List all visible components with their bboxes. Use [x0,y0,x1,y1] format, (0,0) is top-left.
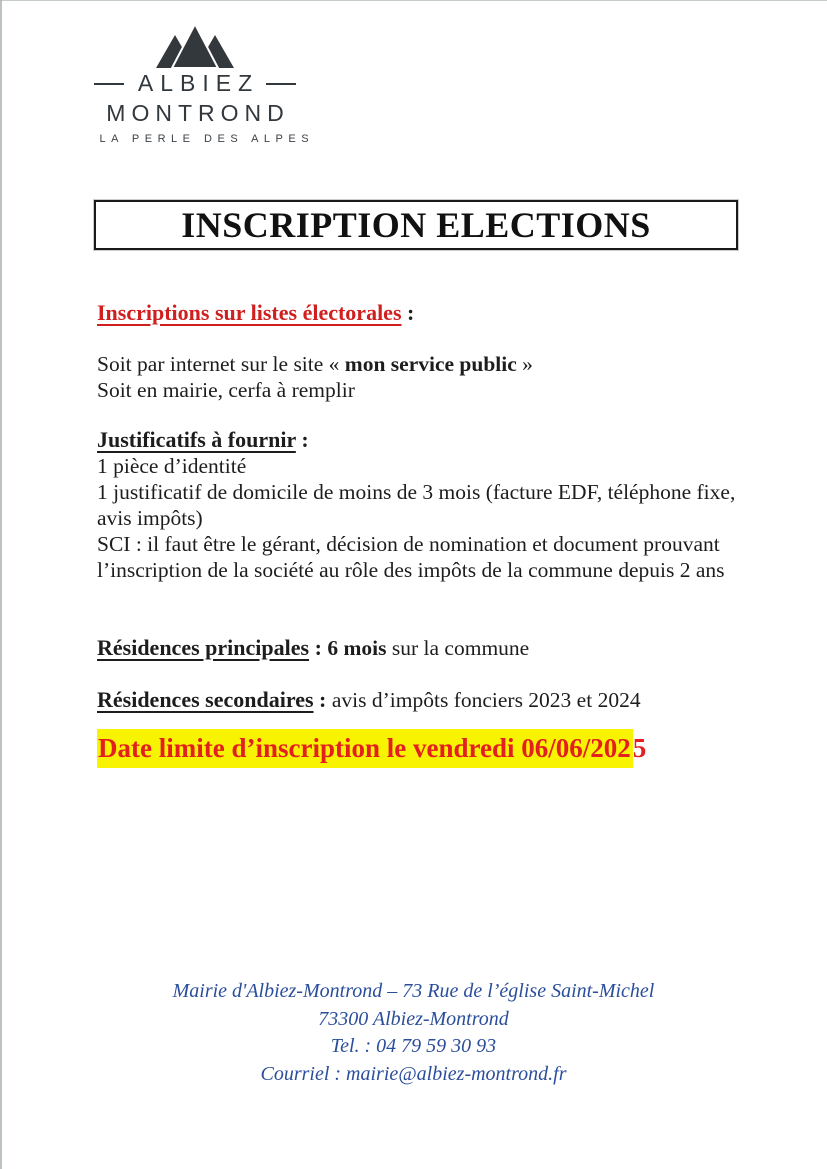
page-title: INSCRIPTION ELECTIONS [181,205,651,245]
electoral-line1-pre: Soit par internet sur le site « [97,352,345,376]
justificatifs-heading [97,427,757,453]
justificatif-item: 1 justificatif de domicile de moins de 3 mois (facture EDF, téléphone fixe, avis impôts) [97,480,736,530]
logo-dash-right [266,83,296,85]
mountains-icon [145,24,245,68]
res-secondaires-value: avis d’impôts fonciers 2023 et 2024 [331,688,641,712]
section-residences-principales [97,635,757,661]
deadline-tail: 5 [632,733,647,763]
electoral-heading-text: Inscriptions sur listes électorales [97,300,402,325]
footer-city-line: 73300 Albiez-Montrond [318,1007,509,1030]
justificatif-item: SCI : il faut être le gérant, décision de nomination et document prouvant l’inscription de la société au rôle des impôts de la commune depuis 2 ans [97,532,725,582]
res-secondaires-separator: : [313,687,332,712]
title-banner [94,200,738,250]
footer-contact-block [0,978,827,1088]
res-principales-value-rest: sur la commune [386,636,530,660]
footer-address-line: Mairie d'Albiez-Montrond – 73 Rue de l’église Saint-Michel [172,980,655,1002]
electoral-heading-colon: : [401,300,415,325]
section-heading-electoral [97,300,757,326]
electoral-line1-bold: mon service public [344,352,517,376]
section-residences-secondaires [97,687,757,713]
justificatifs-heading-text: Justificatifs à fournir [97,427,296,452]
deadline-banner [97,735,757,761]
section-justificatifs [97,427,757,583]
logo-name-row [94,70,296,97]
electoral-paragraph [97,351,757,403]
logo-tagline: LA PERLE DES ALPES [99,133,315,145]
logo-dash-left [94,83,124,85]
res-principales-value-bold: 6 mois [327,636,387,660]
scan-edge-artifact [0,0,827,1]
res-principales-label: Résidences principales [97,635,310,660]
electoral-line1-post: » [516,352,533,376]
municipality-logo [94,24,315,145]
electoral-line2: Soit en mairie, cerfa à remplir [97,378,355,402]
logo-name-albiez: ALBIEZ [137,70,260,96]
res-secondaires-label: Résidences secondaires [97,687,314,712]
res-principales-separator: : [309,635,328,660]
footer-email-line: Courriel : mairie@albiez-montrond.fr [260,1062,567,1085]
justificatif-item: 1 pièce d’identité [97,454,247,478]
electoral-line1 [97,351,757,377]
footer-phone-line: Tel. : 04 79 59 30 93 [330,1035,497,1057]
logo-name-montrond: MONTROND [106,100,290,126]
justificatifs-heading-colon: : [295,427,309,452]
deadline-highlighted-text: Date limite d’inscription le vendredi 06/06/202 [97,729,633,768]
